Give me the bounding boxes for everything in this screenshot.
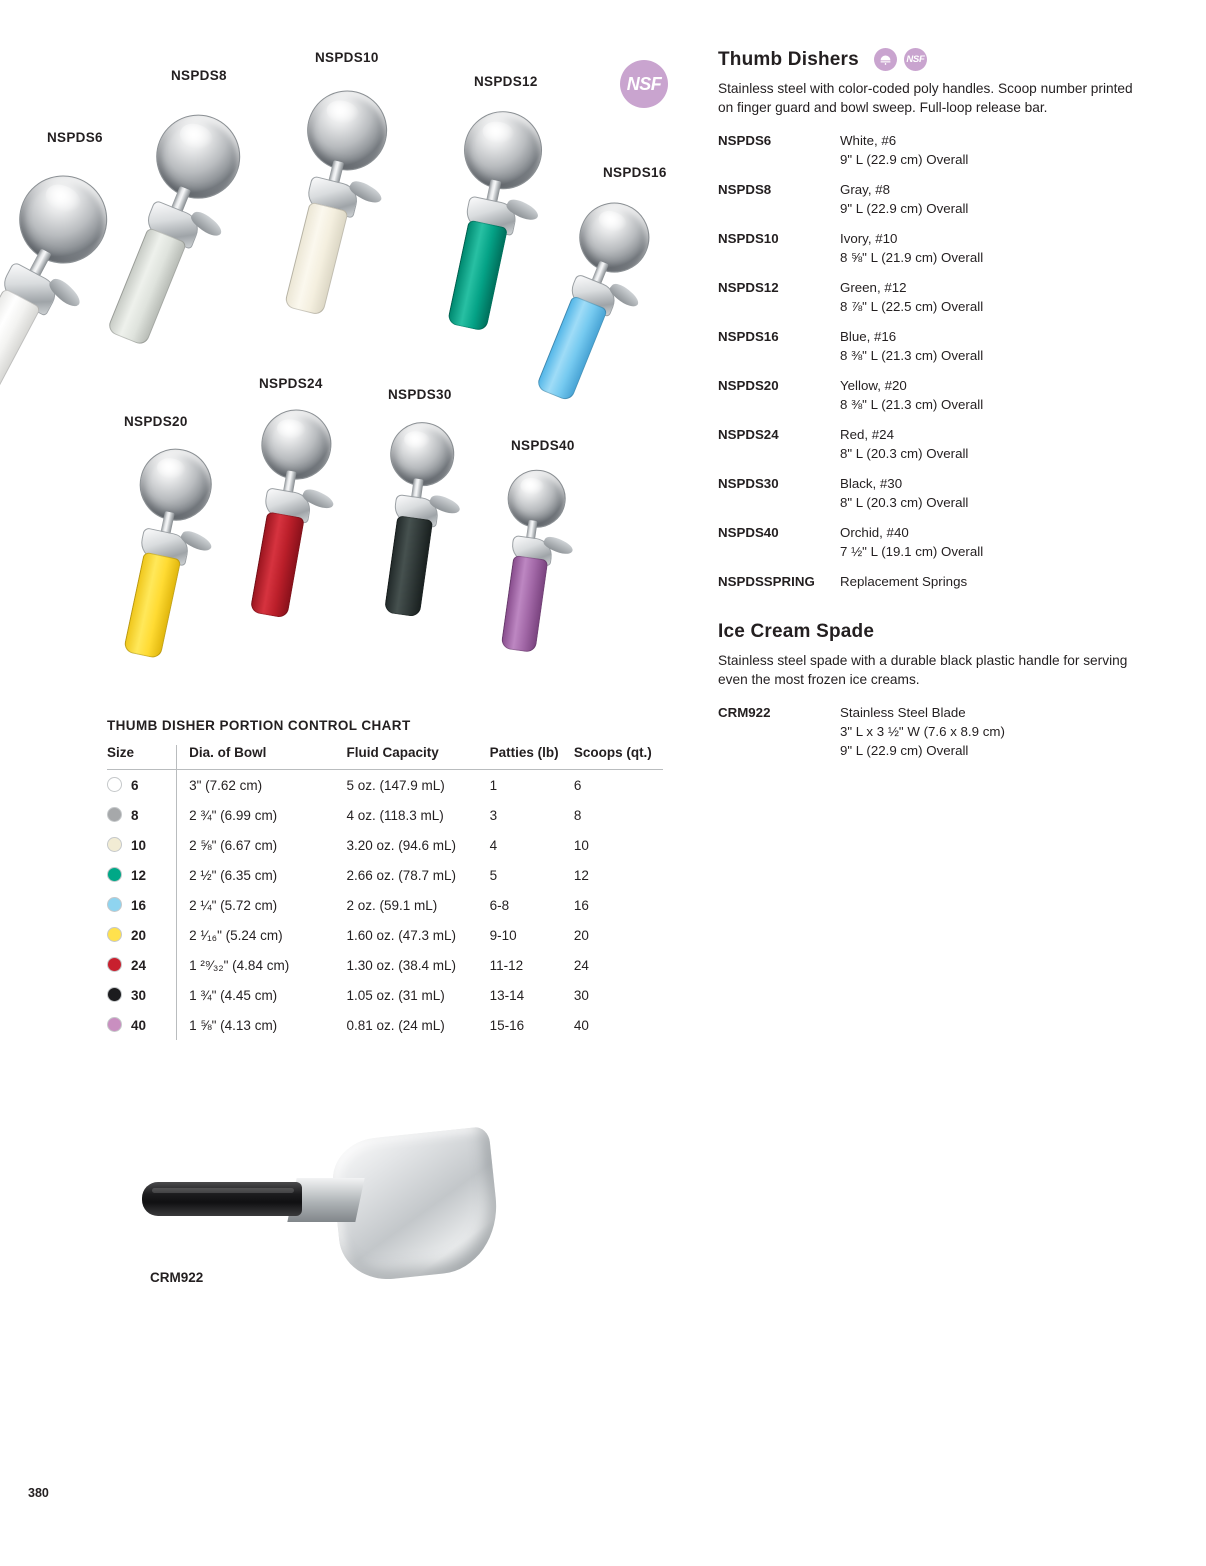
column-header-scoops: Scoops (qt.) (574, 745, 663, 770)
patties-value: 1 (489, 777, 498, 793)
nsf-icon: NSF (904, 48, 927, 71)
capacity-value: 2 oz. (59.1 mL) (346, 897, 438, 913)
spec-detail (840, 180, 968, 218)
spec-detail-line2: 9" L (22.9 cm) Overall (840, 201, 969, 216)
nsf-badge-large: NSF (620, 60, 668, 108)
product-code-nspds12: NSPDS12 (474, 74, 538, 89)
spec-detail (840, 425, 968, 463)
thumb-dishers-heading (718, 48, 1138, 71)
diameter-value: 2 ¼" (5.72 cm) (177, 890, 347, 920)
capacity-value: 1.05 oz. (31 mL) (346, 987, 445, 1003)
certification-badges (874, 48, 927, 71)
scoop-handle (535, 295, 608, 402)
scoops-value: 16 (573, 897, 589, 913)
patties-value: 9-10 (489, 927, 517, 943)
spec-item (718, 425, 1138, 463)
spec-code: NSPDS6 (718, 133, 772, 148)
size-value: 24 (131, 958, 147, 973)
spec-item (718, 572, 1138, 591)
spec-detail-line3: 9" L (22.9 cm) Overall (840, 743, 969, 758)
capacity-value: 2.66 oz. (78.7 mL) (346, 867, 457, 883)
spec-detail-line2: 3" L x 3 ½" W (7.6 x 8.9 cm) (840, 724, 1005, 739)
scoop-bowl (299, 82, 396, 179)
spec-item (718, 327, 1138, 365)
spec-detail (840, 703, 1005, 760)
spec-detail-line1: Blue, #16 (840, 329, 897, 344)
capacity-value: 0.81 oz. (24 mL) (346, 1017, 445, 1033)
scoop-handle (250, 512, 305, 619)
spec-detail-line1: Stainless Steel Blade (840, 705, 966, 720)
scoop-bowl (133, 442, 218, 527)
spade-handle (142, 1182, 302, 1216)
patties-value: 13-14 (489, 987, 525, 1003)
table-header-row (107, 745, 663, 770)
spec-detail-line1: Green, #12 (840, 280, 907, 295)
spec-detail-line1: White, #6 (840, 133, 897, 148)
spec-detail-line2: 8 ⅞" L (22.5 cm) Overall (840, 299, 984, 314)
spec-detail-line1: Replacement Springs (840, 574, 968, 589)
scoops-value: 24 (573, 957, 589, 973)
scoops-value: 8 (573, 807, 582, 823)
spec-code: NSPDS24 (718, 427, 779, 442)
diameter-value: 2 ¾" (6.99 cm) (177, 800, 347, 830)
portion-table (107, 745, 663, 1040)
table-row (107, 860, 663, 890)
spec-detail-line1: Orchid, #40 (840, 525, 909, 540)
patties-value: 6-8 (489, 897, 510, 913)
size-value: 40 (131, 1018, 147, 1033)
patties-value: 15-16 (489, 1017, 525, 1033)
diameter-value: 2 ¹⁄₁₆" (5.24 cm) (177, 920, 347, 950)
thumb-dishers-spec-list (718, 131, 1138, 591)
color-swatch (107, 957, 122, 972)
size-value: 6 (131, 778, 139, 793)
scoop-bowl (4, 160, 123, 279)
diameter-value: 1 ²⁹⁄₃₂" (4.84 cm) (177, 950, 347, 980)
table-row (107, 830, 663, 860)
spec-item (718, 474, 1138, 512)
table-row (107, 890, 663, 920)
spade-code-label: CRM922 (150, 1270, 204, 1285)
ice-cream-spade-spec-list (718, 703, 1138, 760)
color-swatch (107, 807, 122, 822)
diameter-value: 2 ½" (6.35 cm) (177, 860, 347, 890)
product-code-nspds20: NSPDS20 (124, 414, 188, 429)
scoops-value: 10 (573, 837, 589, 853)
column-header-patties: Patties (lb) (490, 745, 574, 770)
spec-item (718, 131, 1138, 169)
spec-item (718, 278, 1138, 316)
scoop-handle (284, 202, 349, 316)
scoop-bowl (457, 104, 550, 197)
dishwasher-safe-icon (874, 48, 897, 71)
capacity-value: 1.60 oz. (47.3 mL) (346, 927, 457, 943)
spec-detail-line2: 8 ⅝" L (21.9 cm) Overall (840, 250, 984, 265)
spec-item (718, 180, 1138, 218)
spec-detail (840, 523, 983, 561)
product-code-nspds40: NSPDS40 (511, 438, 575, 453)
section-title-text: Thumb Dishers (718, 48, 859, 70)
spec-detail-line1: Ivory, #10 (840, 231, 898, 246)
capacity-value: 1.30 oz. (38.4 mL) (346, 957, 457, 973)
patties-value: 11-12 (489, 957, 524, 973)
spec-detail-line1: Gray, #8 (840, 182, 891, 197)
capacity-value: 4 oz. (118.3 mL) (346, 807, 444, 823)
scoops-value: 12 (573, 867, 589, 883)
diameter-value: 1 ¾" (4.45 cm) (177, 980, 347, 1010)
product-code-nspds30: NSPDS30 (388, 387, 452, 402)
patties-value: 5 (489, 867, 498, 883)
table-row (107, 770, 663, 801)
spec-detail-line1: Black, #30 (840, 476, 903, 491)
spec-item (718, 523, 1138, 561)
spec-item (718, 229, 1138, 267)
page-number: 380 (28, 1486, 49, 1500)
scoop-handle (501, 555, 549, 653)
product-code-nspds24: NSPDS24 (259, 376, 323, 391)
size-value: 20 (131, 928, 147, 943)
scoop-handle (0, 288, 41, 408)
spec-detail (840, 278, 983, 316)
chart-title: THUMB DISHER PORTION CONTROL CHART (107, 718, 411, 733)
spec-code: NSPDS40 (718, 525, 779, 540)
table-row (107, 980, 663, 1010)
patties-value: 3 (489, 807, 498, 823)
ice-cream-spade-heading (718, 621, 1138, 643)
scoops-value: 40 (573, 1017, 589, 1033)
spade-photo (110, 1120, 570, 1320)
table-row (107, 920, 663, 950)
spec-detail-line1: Yellow, #20 (840, 378, 907, 393)
diameter-value: 3" (7.62 cm) (177, 770, 347, 801)
scoop-handle (106, 227, 187, 347)
spec-code: NSPDS12 (718, 280, 779, 295)
size-value: 30 (131, 988, 147, 1003)
scoop-bowl (569, 192, 660, 283)
spec-code: NSPDS30 (718, 476, 779, 491)
column-header-capacity: Fluid Capacity (346, 745, 489, 770)
table-row (107, 950, 663, 980)
scoop-handle (384, 515, 433, 617)
spec-detail-line2: 8 ⅜" L (21.3 cm) Overall (840, 397, 984, 412)
thumb-dishers-description: Stainless steel with color-coded poly handles. Scoop number printed on finger guard and bowl sweep. Full-loop release bar. (718, 81, 1133, 115)
spec-code: NSPDSSPRING (718, 574, 815, 589)
spec-detail (840, 376, 983, 414)
spec-code: NSPDS16 (718, 329, 779, 344)
spec-code: NSPDS20 (718, 378, 779, 393)
color-swatch (107, 987, 122, 1002)
capacity-value: 5 oz. (147.9 mL) (346, 777, 445, 793)
specifications-column (718, 48, 1138, 771)
scoop-handle (447, 220, 508, 332)
size-value: 10 (131, 838, 147, 853)
column-header-diameter: Dia. of Bowl (177, 745, 347, 770)
scoop-bowl (144, 102, 253, 211)
spec-detail (840, 327, 983, 365)
spec-detail-line2: 8 ⅜" L (21.3 cm) Overall (840, 348, 984, 363)
scoops-value: 6 (573, 777, 582, 793)
spec-item (718, 376, 1138, 414)
ice-cream-spade-description: Stainless steel spade with a durable black plastic handle for serving even the most frozen ice creams. (718, 653, 1128, 687)
scoops-value: 30 (573, 987, 589, 1003)
spec-detail (840, 474, 968, 512)
spec-detail (840, 131, 968, 169)
diameter-value: 2 ⅝" (6.67 cm) (177, 830, 347, 860)
color-swatch (107, 777, 122, 792)
table-row (107, 800, 663, 830)
capacity-value: 3.20 oz. (94.6 mL) (346, 837, 457, 853)
patties-value: 4 (489, 837, 498, 853)
spec-code: NSPDS10 (718, 231, 779, 246)
product-code-nspds10: NSPDS10 (315, 50, 379, 65)
product-code-nspds8: NSPDS8 (171, 68, 227, 83)
color-swatch (107, 927, 122, 942)
color-swatch (107, 867, 122, 882)
size-value: 8 (131, 808, 139, 823)
size-value: 16 (131, 898, 147, 913)
scoops-value: 20 (573, 927, 589, 943)
spec-detail (840, 229, 983, 267)
section-title-text: Ice Cream Spade (718, 621, 875, 642)
spec-detail-line2: 7 ½" L (19.1 cm) Overall (840, 544, 984, 559)
color-swatch (107, 1017, 122, 1032)
color-swatch (107, 897, 122, 912)
product-photo-group (0, 0, 700, 720)
spec-detail-line2: 8" L (20.3 cm) Overall (840, 446, 969, 461)
spec-code: NSPDS8 (718, 182, 772, 197)
spec-detail (840, 572, 967, 591)
scoop-handle (123, 552, 181, 660)
spec-detail-line2: 8" L (20.3 cm) Overall (840, 495, 969, 510)
product-code-nspds16: NSPDS16 (603, 165, 667, 180)
spec-code: CRM922 (718, 705, 771, 720)
spec-detail-line1: Red, #24 (840, 427, 894, 442)
size-value: 12 (131, 868, 147, 883)
color-swatch (107, 837, 122, 852)
spec-detail-line2: 9" L (22.9 cm) Overall (840, 152, 969, 167)
table-row (107, 1010, 663, 1040)
diameter-value: 1 ⅝" (4.13 cm) (177, 1010, 347, 1040)
portion-control-chart (107, 718, 677, 1040)
product-code-nspds6: NSPDS6 (47, 130, 103, 145)
column-header-size: Size (107, 745, 177, 770)
spec-item (718, 703, 1138, 760)
